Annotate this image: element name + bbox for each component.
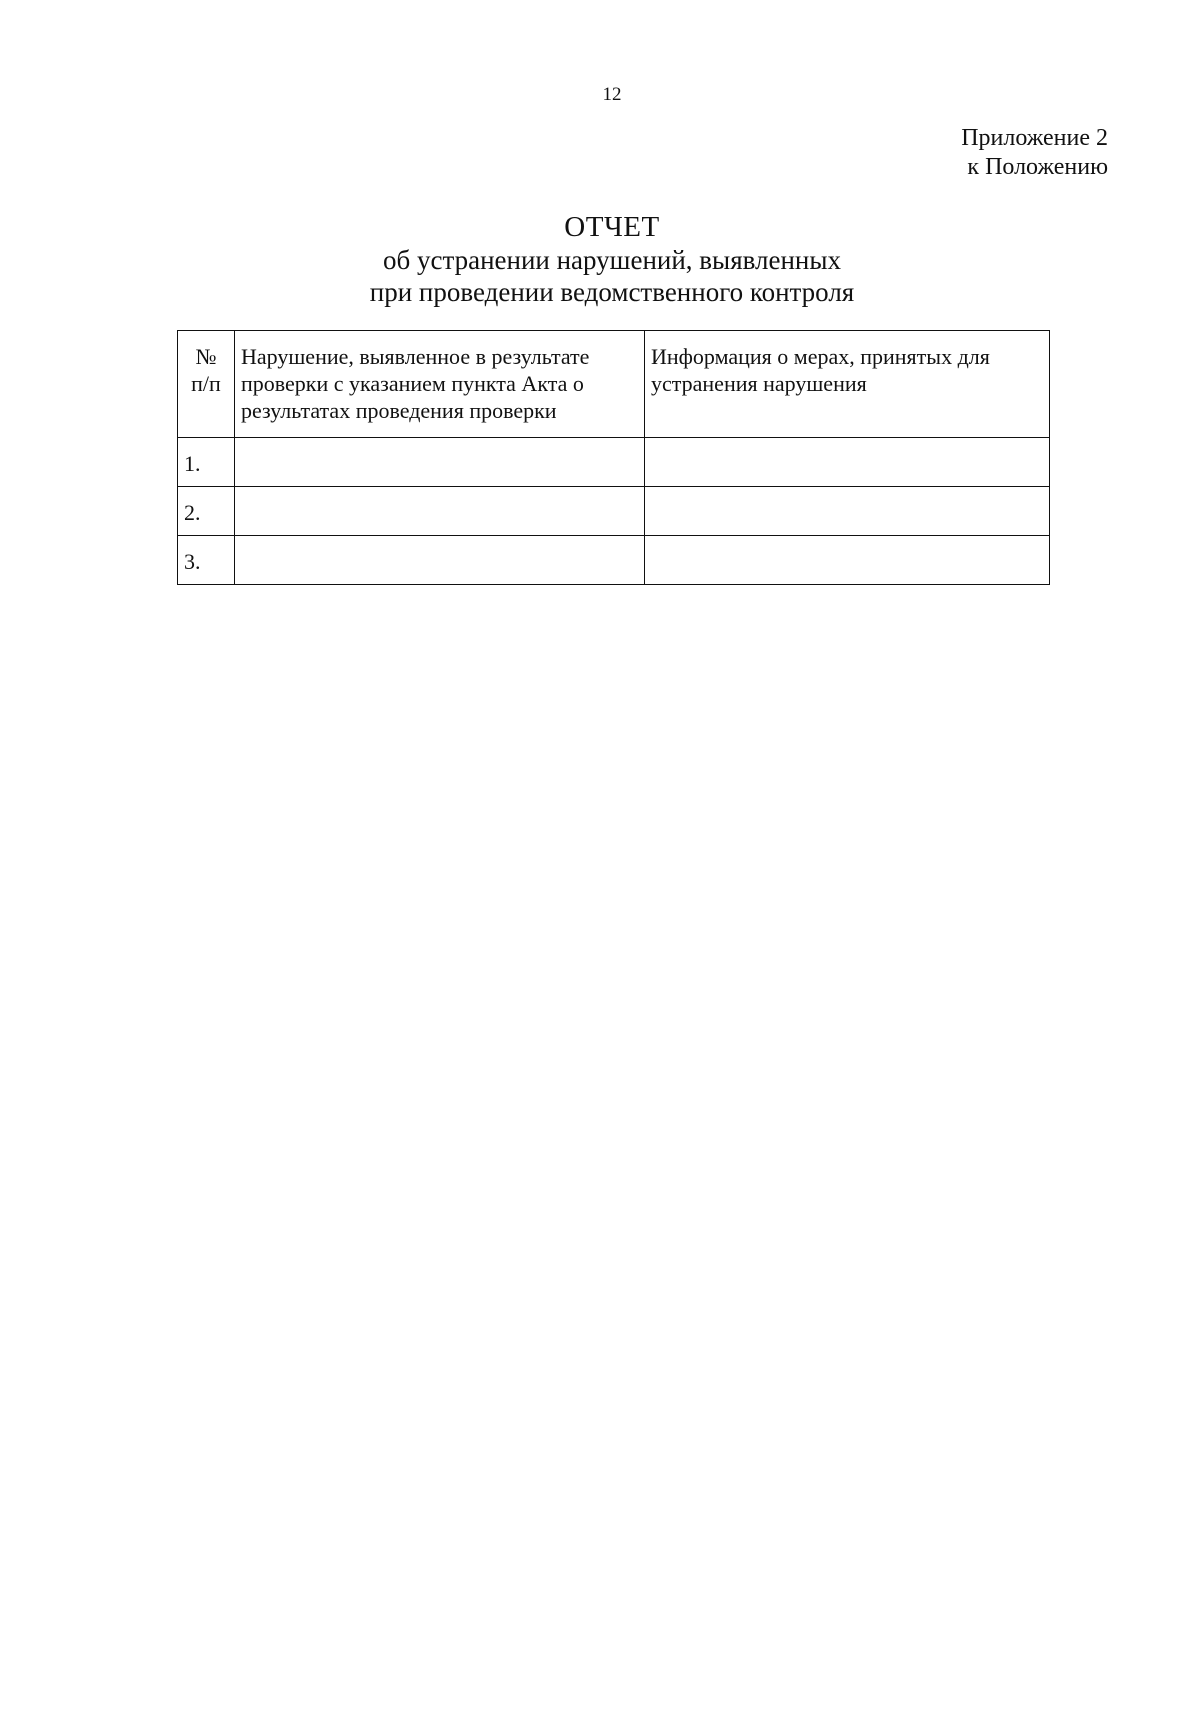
table-row — [178, 487, 1050, 536]
row-number: 2. — [178, 487, 235, 536]
table-row — [178, 536, 1050, 585]
report-table — [177, 330, 1050, 585]
header-measures: Информация о мерах, принятых для устранения нарушения — [645, 331, 1050, 438]
header-number — [178, 331, 235, 438]
header-number-abbr: п/п — [191, 371, 221, 396]
row-violation-cell[interactable] — [235, 438, 645, 487]
report-title: ОТЧЕТ — [564, 211, 660, 243]
row-number: 3. — [178, 536, 235, 585]
row-violation-cell[interactable] — [235, 536, 645, 585]
appendix-note — [961, 124, 1108, 182]
table-header-row — [178, 331, 1050, 438]
row-measures-cell[interactable] — [645, 438, 1050, 487]
table-row — [178, 438, 1050, 487]
report-subtitle-line-2: при проведении ведомственного контроля — [369, 277, 855, 307]
row-number: 1. — [178, 438, 235, 487]
report-subtitle-line-1: об устранении нарушений, выявленных — [382, 245, 841, 275]
appendix-line-2: к Положению — [967, 154, 1108, 180]
report-heading — [0, 210, 1200, 308]
header-number-symbol: № — [195, 344, 217, 369]
appendix-line-1: Приложение 2 — [961, 125, 1108, 151]
row-measures-cell[interactable] — [645, 536, 1050, 585]
page-number: 12 — [602, 84, 622, 105]
row-violation-cell[interactable] — [235, 487, 645, 536]
header-violation: Нарушение, выявленное в результате проверки с указанием пункта Акта о результатах проведения проверки — [235, 331, 645, 438]
row-measures-cell[interactable] — [645, 487, 1050, 536]
